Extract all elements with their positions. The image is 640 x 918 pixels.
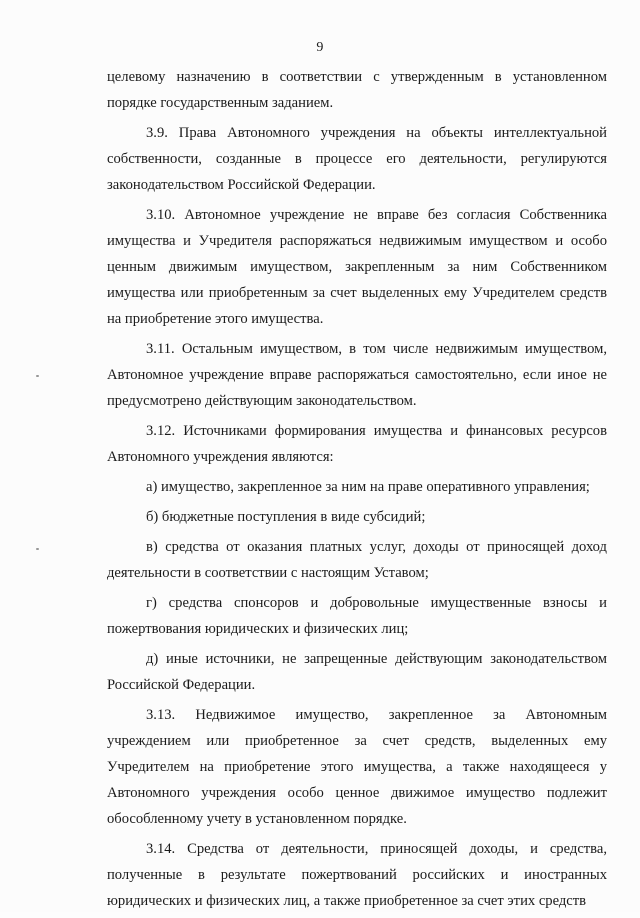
list-item-a: а) имущество, закрепленное за ним на праве оперативного управления;	[146, 479, 590, 495]
document-body	[107, 64, 607, 918]
list-item-d: д) иные источники, не запрещенные действующим законодательством Российской Федерации.	[107, 651, 607, 693]
scan-speck	[36, 375, 39, 377]
paragraph-continuation: целевому назначению в соответствии с утвержденным в установленном порядке государственным заданием.	[107, 69, 607, 111]
paragraph-3-10: 3.10. Автономное учреждение не вправе без согласия Собственника имущества и Учредителя распоряжаться недвижимым имуществом и особо ценным движимым имуществом, закрепленным за ним Собственником имущества или приобретенным за счет выделенных ему Учредителем средств на приобретение этого имущества.	[107, 207, 607, 327]
scan-speck	[36, 548, 39, 550]
page-number: 9	[316, 40, 324, 55]
list-item-g: г) средства спонсоров и добровольные имущественные взносы и пожертвования юридических и физических лиц;	[107, 595, 607, 637]
paragraph-3-13: 3.13. Недвижимое имущество, закрепленное за Автономным учреждением или приобретенное за счет средств, выделенных ему Учредителем на приобретение этого имущества, а также находящееся у Автономного учреждения особо ценное движимое имущество подлежит обособленному учету в установленном порядке.	[107, 707, 607, 827]
paragraph-3-11: 3.11. Остальным имуществом, в том числе недвижимым имуществом, Автономное учреждение вправе распоряжаться самостоятельно, если иное не предусмотрено действующим законодательством.	[107, 341, 607, 409]
paragraph-3-12: 3.12. Источниками формирования имущества и финансовых ресурсов Автономного учреждения являются:	[107, 423, 607, 465]
paragraph-3-14: 3.14. Средства от деятельности, приносящей доходы, и средства, полученные в результате пожертвований российских и иностранных юридических и физических лиц, а также приобретенное за счет этих средств	[107, 841, 607, 909]
list-item-v: в) средства от оказания платных услуг, доходы от приносящей доход деятельности в соответствии с настоящим Уставом;	[107, 539, 607, 581]
list-item-b: б) бюджетные поступления в виде субсидий;	[146, 509, 426, 525]
paragraph-3-9: 3.9. Права Автономного учреждения на объекты интеллектуальной собственности, созданные в процессе его деятельности, регулируются законодательством Российской Федерации.	[107, 125, 607, 193]
